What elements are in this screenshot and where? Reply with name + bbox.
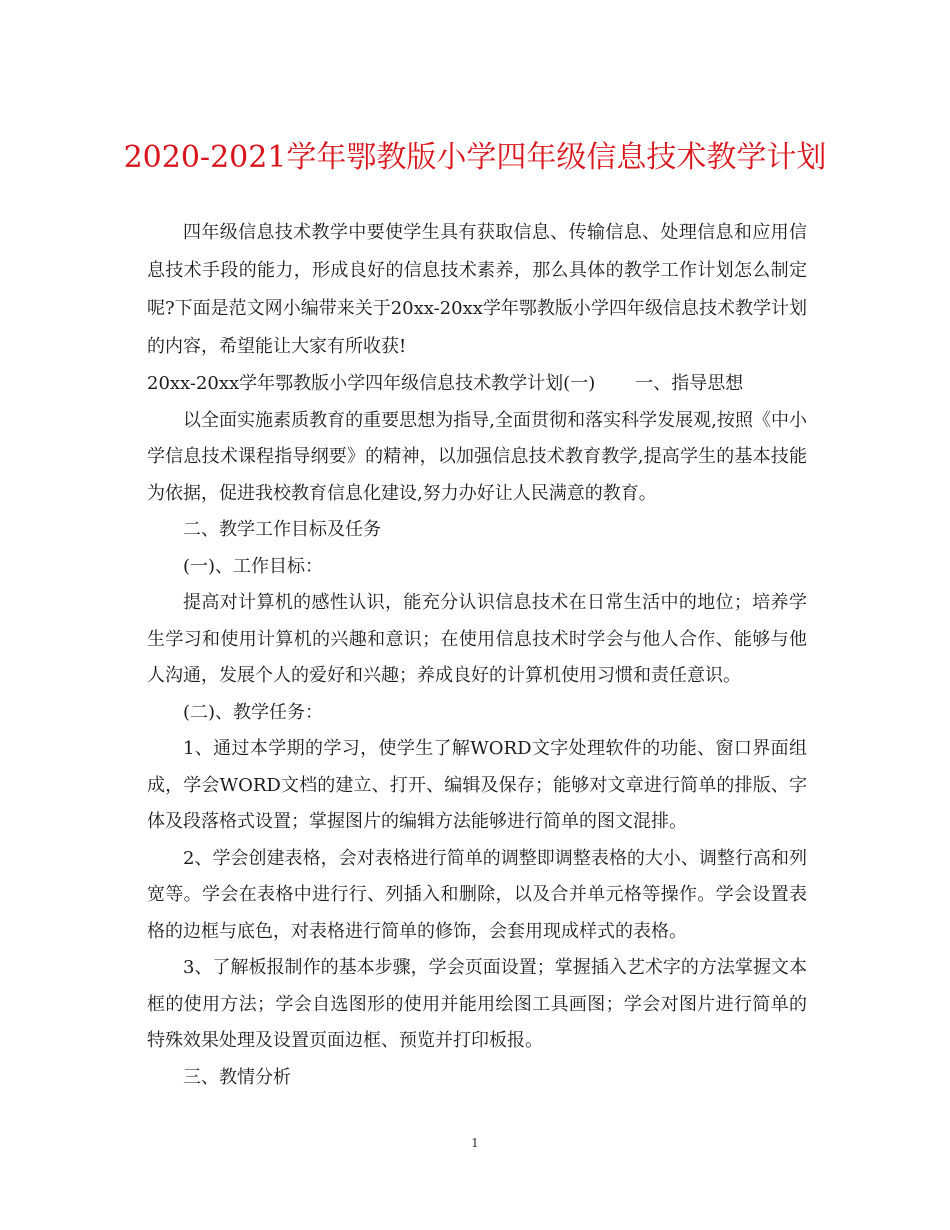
section-1-heading: 一、指导思想 [635, 373, 744, 394]
section-2-heading: 二、教学工作目标及任务 [183, 519, 381, 540]
intro-paragraph: 四年级信息技术教学中要使学生具有获取信息、传输信息、处理信息和应用信息技术手段的能力，形成良好的信息技术素养，那么具体的教学工作计划怎么制定呢?下面是范文网小编带来关于20xx-20xx学年鄂教版小学四年级信息技术教学计划的内容，希望能让大家有所收获! [147, 222, 807, 357]
plan-heading-line [147, 366, 807, 403]
page-number: 1 [471, 1136, 479, 1150]
document-title: 2020-2021学年鄂教版小学四年级信息技术教学计划 [123, 140, 827, 175]
task-3-paragraph: 3、了解板报制作的基本步骤，学会页面设置；掌握插入艺术字的方法掌握文本框的使用方法；学会自选图形的使用并能用绘图工具画图；学会对图片进行简单的特殊效果处理及设置页面边框、预览并打印板报。 [147, 957, 807, 1051]
task-2-paragraph: 2、学会创建表格，会对表格进行简单的调整即调整表格的大小、调整行高和列宽等。学会在表格中进行行、列插入和删除，以及合并单元格等操作。学会设置表格的边框与底色，对表格进行简单的修饰，会套用现成样式的表格。 [147, 847, 807, 942]
goals-paragraph: 提高对计算机的感性认识，能充分认识信息技术在日常生活中的地位；培养学生学习和使用计算机的兴趣和意识；在使用信息技术时学会与他人合作、能够与他人沟通，发展个人的爱好和兴趣；养成良好的计算机使用习惯和责任意识。 [147, 592, 807, 686]
section-3-heading: 三、教情分析 [183, 1066, 291, 1088]
document-body [147, 214, 807, 1096]
goals-heading: (一)、工作目标： [183, 555, 324, 577]
plan-heading: 20xx-20xx学年鄂教版小学四年级信息技术教学计划(一) [147, 373, 596, 394]
section-1-paragraph: 以全面实施素质教育的重要思想为指导,全面贯彻和落实科学发展观,按照《中小学信息技术课程指导纲要》的精神，以加强信息技术教育教学,提高学生的基本技能为依据，促进我校教育信息化建设,努力办好让人民满意的教育。 [147, 409, 807, 504]
task-1-paragraph: 1、通过本学期的学习，使学生了解WORD文字处理软件的功能、窗口界面组成，学会WORD文档的建立、打开、编辑及保存；能够对文章进行简单的排版、字体及段落格式设置；掌握图片的编辑方法能够进行简单的图文混排。 [147, 738, 807, 832]
tasks-heading: (二)、教学任务： [183, 701, 324, 723]
